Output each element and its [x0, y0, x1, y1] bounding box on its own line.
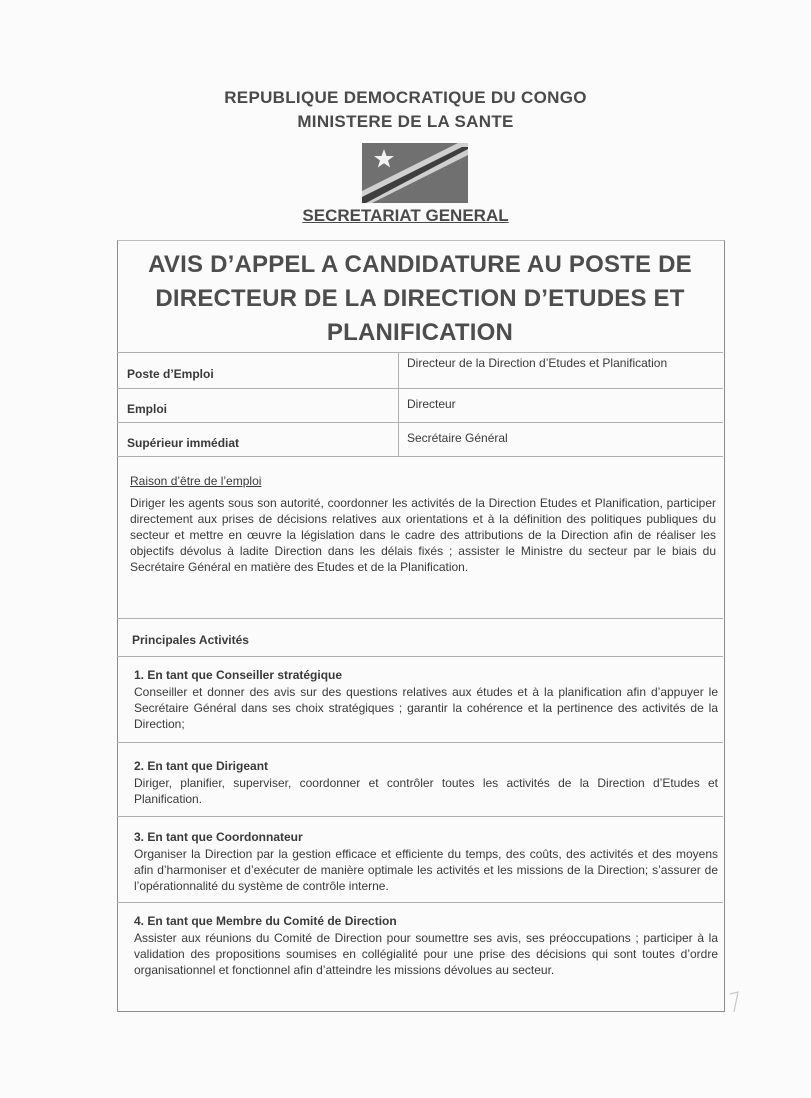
- section-divider: [117, 902, 723, 903]
- drc-flag-icon: [362, 143, 468, 203]
- pen-mark-icon: [728, 990, 742, 1014]
- info-value-superieur: Secrétaire Général: [407, 431, 508, 445]
- secretariat-heading: SECRETARIAT GENERAL: [302, 206, 509, 225]
- section-divider: [117, 742, 723, 743]
- info-label-poste: Poste d’Emploi: [127, 367, 214, 381]
- table-divider: [117, 456, 723, 457]
- raison-text: Diriger les agents sous son autorité, coordonner les activités de la Direction Etudes et Planification, participer directement aux prises de décisions relatives aux orientations et à la définition des politiques publiques du secteur et mettre en œuvre la législation dans le cadre des attributions de la Direction afin de réaliser les objectifs dévolus à ladite Direction dans les délais fixés ; assister le Ministre du secteur par le biais du Secrétaire Général en matière des Etudes et de la Planification.: [130, 496, 716, 574]
- table-divider: [117, 352, 723, 353]
- info-value-poste: Directeur de la Direction d’Etudes et Planification: [407, 356, 668, 370]
- document-title: [117, 248, 723, 350]
- title-line-3: PLANIFICATION: [326, 319, 514, 346]
- activity-title: 3. En tant que Coordonnateur: [134, 830, 303, 844]
- table-divider: [117, 388, 723, 389]
- info-label-emploi: Emploi: [127, 402, 168, 416]
- activity-title: 4. En tant que Membre du Comité de Direction: [134, 914, 397, 928]
- country-heading: REPUBLIQUE DEMOCRATIQUE DU CONGO: [224, 88, 587, 107]
- activity-text: Assister aux réunions du Comité de Direction pour soumettre ses avis, ses préoccupations ; participer à la validation des propositions soumises en collégialité pour une prise des décisions qui sont toutes d’ordre organisationnel et fonctionnel afin d’atteindre les missions dévolues au secteur.: [134, 931, 718, 977]
- activities-label: Principales Activités: [132, 633, 249, 647]
- table-column-divider: [398, 352, 399, 456]
- info-value-emploi: Directeur: [407, 397, 456, 411]
- table-divider: [117, 422, 723, 423]
- title-line-1: AVIS D’APPEL A CANDIDATURE AU POSTE DE: [148, 251, 692, 278]
- info-label-superieur: Supérieur immédiat: [127, 436, 240, 450]
- activity-title: 2. En tant que Dirigeant: [134, 759, 269, 773]
- section-divider: [117, 816, 723, 817]
- activity-title: 1. En tant que Conseiller stratégique: [134, 668, 343, 682]
- section-divider: [117, 656, 723, 657]
- activity-text: Diriger, planifier, superviser, coordonner et contrôler toutes les activités de la Direction d’Etudes et Planification.: [134, 776, 718, 806]
- activity-text: Organiser la Direction par la gestion efficace et efficiente du temps, des coûts, des activités et des moyens afin d’harmoniser et d’exécuter de manière optimale les activités et les missions de la Direction; s’assurer de l’opérationnalité du système de contrôle interne.: [134, 847, 718, 893]
- title-line-2: DIRECTEUR DE LA DIRECTION D’ETUDES ET: [155, 285, 685, 312]
- activity-text: Conseiller et donner des avis sur des questions relatives aux études et à la planification afin d’appuyer le Secrétaire Général dans ses choix stratégiques ; garantir la cohérence et la pertinence des activités de la Direction;: [134, 685, 718, 731]
- ministry-heading: MINISTERE DE LA SANTE: [297, 112, 514, 131]
- section-divider: [117, 618, 723, 619]
- raison-label: Raison d’être de l’emploi: [130, 474, 262, 488]
